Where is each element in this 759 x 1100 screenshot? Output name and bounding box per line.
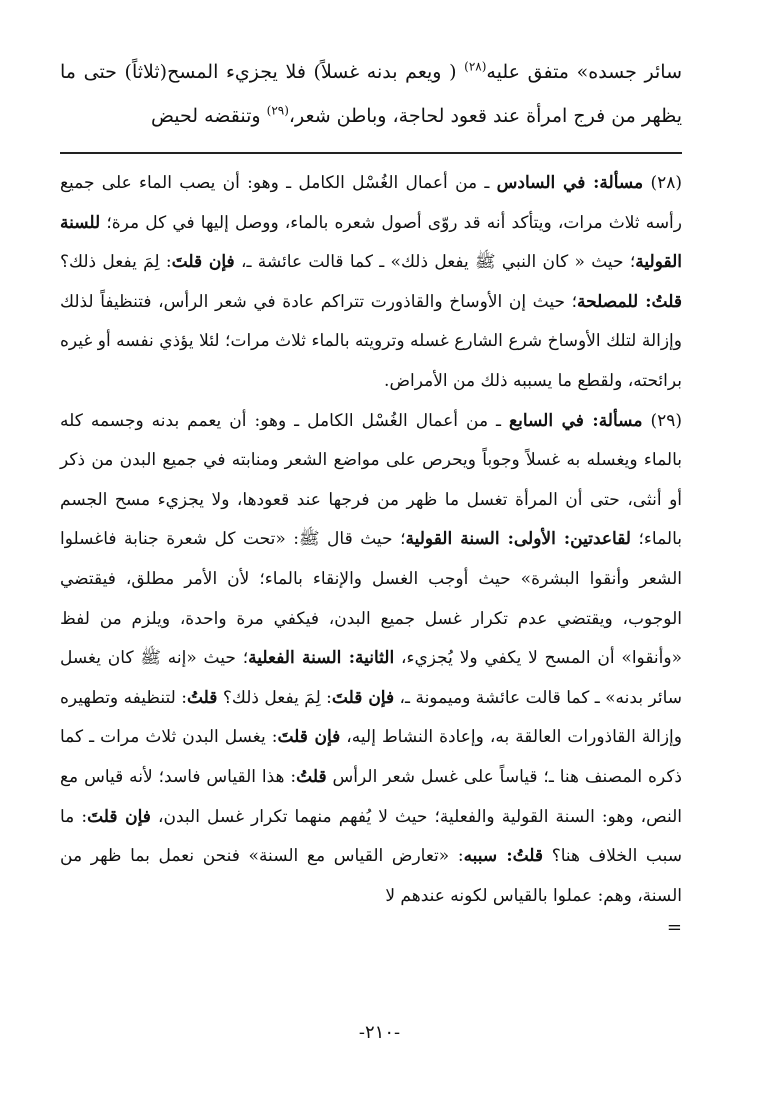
footnote-bold: فإن قلتَ: [331, 687, 395, 708]
footnote-bold: قلتُ: [296, 766, 327, 787]
footnote-29: [60, 402, 682, 917]
footnotes: [60, 164, 682, 938]
footnote-ref-29: (٢٩): [266, 103, 289, 118]
footnote-bold: قلتُ: [186, 687, 218, 708]
main-text-segment: وتنقضه لحيض: [151, 105, 267, 127]
footnote-text: : لتنظيفه وتطهيره وإزالة القاذورات العالقة به، وإعادة النشاط إليه،: [60, 687, 682, 748]
main-text-segment: ( ويعم بدنه غسلاً) فلا يجزيء المسح(ثلاثاً) حتى ما يظهر من فرج امرأة عند قعود لحاجة، وباطن شعر،: [60, 61, 682, 127]
footnote-bold: فإن قلتَ: [87, 806, 151, 827]
footnote-bold: فإن قلتَ: [171, 252, 235, 273]
footnote-number: (٢٩): [650, 410, 682, 431]
footnote-text: ؛ حيث «إنه ﷺ كان يغسل سائر بدنه» ـ كما قالت عائشة وميمونة ـ،: [60, 648, 683, 708]
footnote-bold: قلتُ: سببه: [463, 846, 544, 867]
footnote-text: ؛ حيث قال ﷺ: «تحت كل شعرة جنابة فاغسلوا الشعر وأنقوا البشرة» حيث أوجب الغسل والإنقاء بالماء؛ لأن الأمر مطلق، فيقتضي الوجوب، ويقتضي عدم تكرار غسل جميع البدن، فيكفي مرة واحدة، ويلزم من لفظ «وأنقوا» أن المسح لا يكفي ولا يُجزيء،: [60, 529, 682, 669]
footnote-ref-28: (٢٨): [464, 59, 487, 74]
main-text: [60, 50, 682, 138]
main-paragraph: [60, 50, 682, 138]
footnote-text: : لِمَ يفعل ذلك؟: [60, 252, 172, 273]
footnote-bold: فإن قلتَ: [277, 727, 341, 748]
footnote-text: : ما سبب الخلاف هنا؟: [60, 806, 682, 867]
footnote-text: : لِمَ يفعل ذلك؟: [217, 687, 332, 708]
footnote-text: ـ من أعمال الغُسْل الكامل ـ وهو: أن يعمم بدنه وجسمه كله بالماء ويغسله به غسلاً وجوباً ويحرص على مواضع الشعر ومنابته في جميع البدن من ذكر أو أنثى، حتى أن المرأة تغسل ما ظهر من فرجها عند قعودها، ولا يجزيء مسح الجسم بالماء؛: [60, 410, 682, 550]
footnote-text: ؛ حيث « كان النبي ﷺ يفعل ذلك» ـ كما قالت عائشة ـ،: [234, 252, 636, 273]
footnote-heading: مسألة: في السادس: [496, 173, 644, 193]
footnote-separator: [60, 152, 682, 154]
footnote-heading: مسألة: في السابع: [509, 410, 643, 431]
footnote-text: ـ من أعمال الغُسْل الكامل ـ وهو: أن يصب الماء على جميع رأسه ثلاث مرات، ويتأكد أنه قد روّى أصول شعره بالماء، ووصل إليها في كل مرة؛: [60, 173, 682, 233]
footnote-text: : هذا القياس فاسد؛ لأنه قياس مع النص، وهو: السنة القولية والفعلية؛ حيث لا يُفهم منهما تكرار غسل البدن،: [60, 766, 683, 827]
footnote-text: ؛ حيث إن الأوساخ والقاذورت تتراكم عادة في شعر الرأس، فتنظيفاً لذلك وإزالة لتلك الأوساخ شرع الشارع غسله وترويته بالماء ثلاث مرات؛ لئلا يؤذي نفسه أو غيره برائحته، ولقطع ما يسببه ذلك من الأمراض.: [60, 291, 682, 391]
continuation-mark: =: [666, 917, 682, 939]
page-body: [60, 50, 682, 938]
footnote-bold: للسنة القولية: [60, 212, 682, 273]
footnote-bold: لقاعدتين: الأولى: السنة القولية: [405, 529, 631, 550]
footnote-number: (٢٨): [650, 173, 683, 193]
footnote-bold: قلتُ: للمصلحة: [577, 291, 682, 312]
main-text-segment: سائر جسده» متفق عليه: [486, 61, 682, 83]
footnote-28: [60, 164, 682, 402]
footnote-text: : يغسل البدن ثلاث مرات ـ كما ذكره المصنف هنا ـ؛ قياساً على غسل شعر الرأس: [60, 727, 682, 787]
footnote-text: : «تعارض القياس مع السنة» فنحن نعمل بما ظهر من السنة، وهم: عملوا بالقياس لكونه عندهم لا: [60, 846, 682, 906]
page-number: -٢١٠-: [358, 1022, 401, 1043]
footnote-bold: الثانية: السنة الفعلية: [248, 648, 395, 669]
